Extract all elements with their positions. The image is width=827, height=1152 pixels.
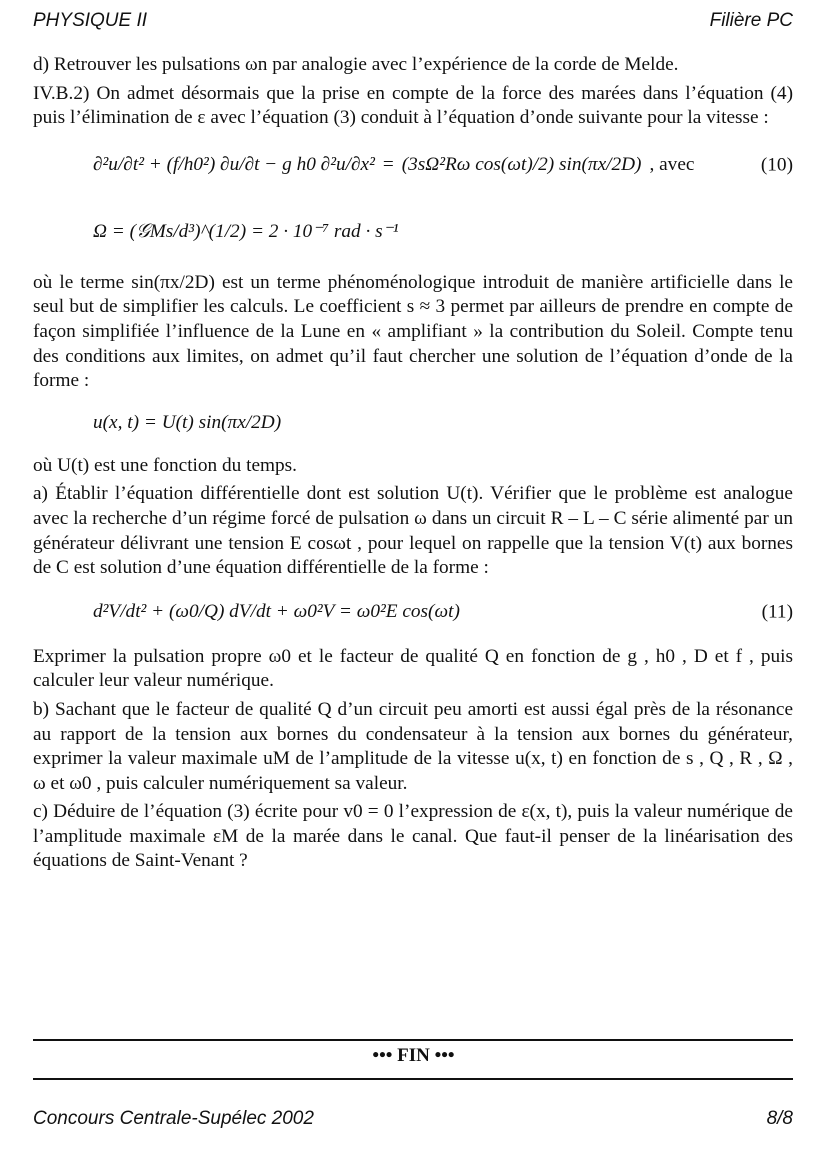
paragraph-ivb2: IV.B.2) On admet désormais que la prise en compte de la force des marées dans l’équation (4) puis l’élimination de ε avec l’équation (3) conduit à l’équation d’onde suivante pour la vitesse : bbox=[33, 82, 793, 129]
paragraph-b: b) Sachant que le facteur de qualité Q d’un circuit peu amorti est aussi égal près de la résonance au rapport de la tension aux bornes du condensateur à la tension aux bornes du générateur, exprimer la valeur maximale uM de l’amplitude de la vitesse u(x, t) en fonction de s , Q , R , Ω , ω et ω0 , puis calculer numériquement sa valeur. bbox=[33, 698, 793, 794]
equation-11-text: d²V/dt² + (ω0/Q) dV/dt + ω0²V = ω0²E cos(ωt) bbox=[93, 601, 460, 623]
divider-bottom bbox=[33, 1078, 793, 1080]
equation-10-rhs: (3sΩ²Rω cos(ωt)/2) sin(πx/2D) bbox=[401, 154, 642, 176]
equation-solution-form bbox=[33, 400, 793, 448]
equation-11-number: (11) bbox=[761, 601, 793, 623]
equation-10-lhs: ∂²u/∂t² + (f/h0²) ∂u/∂t − g h0 ∂²u/∂x² bbox=[93, 154, 375, 176]
paragraph-a: a) Établir l’équation différentielle dont est solution U(t). Vérifier que le problème est analogue avec la recherche d’un régime forcé de pulsation ω dans un circuit R – L – C série alimenté par un générateur délivrant une tension E cosωt , pour lequel on rappelle que la tension V(t) aux bornes de C est solution d’une équation différentielle de la forme : bbox=[33, 483, 793, 579]
equation-solution-text: u(x, t) = U(t) sin(πx/2D) bbox=[93, 412, 282, 434]
equation-omega bbox=[33, 201, 793, 265]
equation-11 bbox=[33, 587, 793, 639]
paragraph-d: d) Retrouver les pulsations ωn par analogie avec l’expérience de la corde de Melde. bbox=[33, 54, 679, 75]
divider-top bbox=[33, 1039, 793, 1041]
paragraph-u-time: où U(t) est une fonction du temps. bbox=[33, 454, 297, 476]
header-track: Filière PC bbox=[709, 10, 793, 31]
equation-10-number: (10) bbox=[760, 154, 793, 176]
header-subject: PHYSIQUE II bbox=[33, 10, 148, 31]
footer-page-number: 8/8 bbox=[766, 1108, 793, 1129]
end-marker: ••• FIN ••• bbox=[372, 1045, 455, 1066]
paragraph-sin-term: où le terme sin(πx/2D) est un terme phénoménologique introduit de manière artificielle dans le seul but de simplifier les calculs. Le coefficient s ≈ 3 permet par ailleurs de prendre en compte de façon simplifiée l’influence de la Lune en « amplifiant » la contribution du Soleil. Compte tenu des conditions aux limites, on admet qu’il faut chercher une solution de l’équation d’onde de la forme : bbox=[33, 271, 793, 392]
equation-10: ∂²u/∂t² + (f/h0²) ∂u/∂t − g h0 ∂²u/∂x² = (3sΩ²Rω cos(ωt)/2) sin(πx/2D) , avec (10) bbox=[33, 137, 793, 195]
body-text bbox=[33, 53, 793, 878]
paragraph-express: Exprimer la pulsation propre ω0 et le facteur de qualité Q en fonction de g , h0 , D et f , puis calculer leur valeur numérique. bbox=[33, 645, 793, 692]
paragraph-c: c) Déduire de l’équation (3) écrite pour v0 = 0 l’expression de ε(x, t), puis la valeur numérique de l’amplitude maximale εM de la marée dans le canal. Que faut-il penser de la linéarisation des équations de Saint-Venant ? bbox=[33, 801, 793, 872]
equation-10-suffix: , avec bbox=[649, 154, 695, 176]
footer-contest: Concours Centrale-Supélec 2002 bbox=[33, 1108, 314, 1129]
equation-omega-text: Ω = (𝒢Ms/d³)^(1/2) = 2 · 10⁻⁷ rad · s⁻¹ bbox=[93, 221, 399, 243]
